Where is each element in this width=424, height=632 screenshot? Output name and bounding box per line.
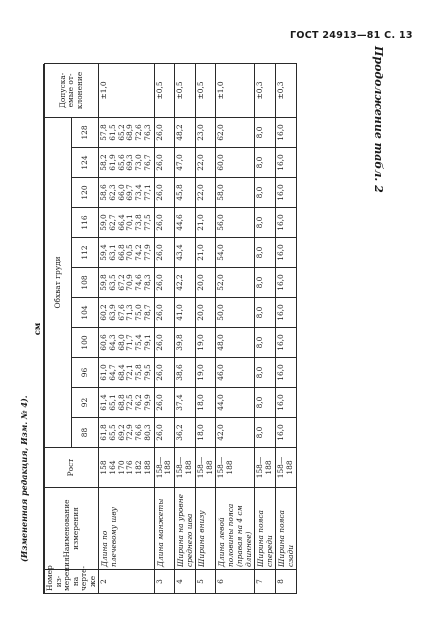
chest-value-text: 8,0 — [255, 246, 265, 259]
chest-value — [174, 298, 195, 328]
chest-value-text: 26,0 — [154, 334, 164, 351]
chest-value — [154, 418, 174, 448]
table-row — [255, 63, 276, 593]
chest-size-header: 96 — [72, 358, 99, 388]
chest-value-text: 19,0 — [195, 364, 205, 381]
chest-value-text: 20,0 — [195, 304, 205, 321]
chest-value-text: 54,0 — [216, 244, 226, 261]
chest-value-text: 16,0 — [276, 124, 286, 141]
chest-value-text: 26,0 — [154, 244, 164, 261]
chest-value-text: 16,0 — [276, 244, 286, 261]
chest-value-text: 21,0 — [195, 244, 205, 261]
chest-value — [195, 388, 215, 418]
chest-value-text: 20,0 — [195, 274, 205, 291]
chest-value — [99, 418, 154, 448]
chest-value-text: 26,0 — [154, 274, 164, 291]
chest-value-text: 58,0 — [216, 184, 226, 201]
tolerance-value — [255, 63, 276, 117]
chest-value-text: 26,0 — [154, 154, 164, 171]
measurements-table — [44, 63, 297, 594]
chest-value — [99, 268, 154, 298]
chest-size-header: 92 — [72, 388, 99, 418]
chest-value-text: 16,0 — [276, 364, 286, 381]
height-value-text: 158—188 — [154, 456, 173, 479]
measurement-number — [255, 570, 276, 594]
height-value — [99, 448, 154, 488]
chest-value — [174, 328, 195, 358]
chest-value-text: 26,0 — [154, 364, 164, 381]
chest-value-text: 16,0 — [276, 334, 286, 351]
measurement-number — [154, 570, 174, 594]
height-value-text: 158—188 — [276, 456, 295, 479]
chest-value — [195, 328, 215, 358]
measurement-number-text: 8 — [276, 579, 286, 584]
table-row — [99, 63, 154, 593]
chest-value-text: 44,0 — [216, 394, 226, 411]
chest-value — [99, 117, 154, 147]
chest-value — [255, 418, 276, 448]
measurement-number — [174, 570, 195, 594]
chest-value — [255, 298, 276, 328]
measurement-name: Ширина внизу — [195, 488, 215, 570]
chest-value-text: 36,2 — [174, 424, 184, 441]
chest-value-text: 52,0 — [216, 274, 226, 291]
chest-value — [276, 148, 297, 178]
height-value — [255, 448, 276, 488]
chest-value-text: 45,8 — [174, 184, 184, 201]
chest-value-text: 19,0 — [195, 334, 205, 351]
table-row — [174, 63, 195, 593]
tolerance-value — [276, 63, 297, 117]
chest-value — [174, 388, 195, 418]
measurement-number-text: 4 — [174, 579, 184, 584]
chest-value — [174, 418, 195, 448]
chest-value — [154, 238, 174, 268]
height-value — [195, 448, 215, 488]
height-value — [174, 448, 195, 488]
chest-value-text: 48,0 — [216, 334, 226, 351]
chest-value — [276, 208, 297, 238]
measurement-name: Ширина пояса спереди — [255, 488, 276, 570]
chest-value-text: 18,0 — [195, 394, 205, 411]
tolerance-value-text: ±0,5 — [154, 81, 164, 100]
chest-value — [195, 268, 215, 298]
chest-size-header: 104 — [72, 298, 99, 328]
chest-value — [216, 117, 255, 147]
measurement-number-text: 6 — [216, 579, 226, 584]
chest-value-text: 16,0 — [276, 154, 286, 171]
unit-label: см — [33, 64, 44, 594]
chest-value — [216, 208, 255, 238]
chest-value — [216, 148, 255, 178]
tolerance-value — [174, 63, 195, 117]
chest-value — [195, 148, 215, 178]
chest-value-text: 8,0 — [255, 306, 265, 319]
chest-value — [154, 388, 174, 418]
chest-value-text: 42,0 — [216, 424, 226, 441]
chest-value-text: 60,6 64,3 68,0 71,7 75,4 79,1 — [99, 334, 152, 351]
chest-value — [154, 148, 174, 178]
chest-value — [276, 117, 297, 147]
chest-value-text: 60,0 — [216, 154, 226, 171]
chest-value — [99, 178, 154, 208]
chest-value — [195, 208, 215, 238]
chest-value — [154, 268, 174, 298]
chest-value — [154, 328, 174, 358]
height-value-text: 158—188 — [216, 456, 235, 479]
tolerance-value — [195, 63, 215, 117]
chest-value-text: 8,0 — [255, 366, 265, 379]
chest-value — [216, 328, 255, 358]
chest-value-text: 22,0 — [195, 184, 205, 201]
col-header-chest: Обхват груди — [45, 117, 72, 447]
chest-value — [174, 238, 195, 268]
chest-value — [276, 388, 297, 418]
height-value — [154, 448, 174, 488]
chest-value-text: 21,0 — [195, 214, 205, 231]
chest-size-header: 112 — [72, 238, 99, 268]
chest-value — [276, 358, 297, 388]
chest-value-text: 8,0 — [255, 336, 265, 349]
chest-value — [276, 238, 297, 268]
measurement-number-text: 2 — [99, 579, 109, 584]
measurement-name: Ширина пояса сзади — [276, 488, 297, 570]
chest-value — [216, 298, 255, 328]
measurement-number — [216, 570, 255, 594]
chest-value-text: 50,0 — [216, 304, 226, 321]
chest-value-text: 60,2 63,9 67,6 71,3 75,0 78,7 — [99, 304, 152, 321]
chest-value — [255, 208, 276, 238]
chest-value-text: 38,6 — [174, 364, 184, 381]
chest-value-text: 42,2 — [174, 274, 184, 291]
chest-size-header: 124 — [72, 148, 99, 178]
chest-value-text: 26,0 — [154, 394, 164, 411]
chest-value-text: 16,0 — [276, 184, 286, 201]
chest-value-text: 26,0 — [154, 304, 164, 321]
tolerance-value-text: ±0,3 — [276, 81, 286, 100]
height-value-text: 158 164 170 176 182 188 — [99, 460, 152, 475]
chest-value-text: 56,0 — [216, 214, 226, 231]
tolerance-value-text: ±0,3 — [255, 81, 265, 100]
chest-value — [174, 117, 195, 147]
chest-value-text: 16,0 — [276, 394, 286, 411]
tolerance-value-text: ±1,0 — [216, 81, 226, 100]
chest-value — [255, 238, 276, 268]
chest-value-text: 59,4 63,1 66,8 70,5 74,2 77,9 — [99, 244, 152, 261]
chest-value — [195, 178, 215, 208]
chest-value — [154, 298, 174, 328]
chest-value-text: 43,4 — [174, 244, 184, 261]
chest-value-text: 46,0 — [216, 364, 226, 381]
chest-value-text: 59,8 63,5 67,2 70,9 74,6 78,3 — [99, 274, 152, 291]
chest-value — [216, 388, 255, 418]
measurement-number-text: 7 — [255, 579, 265, 584]
chest-value-text: 61,4 65,1 68,8 72,5 76,2 79,9 — [99, 394, 152, 411]
chest-value — [195, 358, 215, 388]
chest-value — [174, 148, 195, 178]
chest-value — [255, 388, 276, 418]
height-value-text: 158—188 — [195, 456, 214, 479]
chest-value-text: 61,0 64,7 68,4 72,1 75,8 79,5 — [99, 364, 152, 381]
table-row — [154, 63, 174, 593]
chest-value — [216, 418, 255, 448]
chest-value-text: 8,0 — [255, 156, 265, 169]
height-value-text: 158—188 — [174, 456, 193, 479]
chest-value-text: 18,0 — [195, 424, 205, 441]
table-row — [276, 63, 297, 593]
chest-value-text: 39,8 — [174, 334, 184, 351]
chest-value — [276, 328, 297, 358]
chest-value-text: 22,0 — [195, 154, 205, 171]
col-header-name: Наименование измерения — [45, 488, 99, 570]
chest-value-text: 47,0 — [174, 154, 184, 171]
chest-value-text: 41,0 — [174, 304, 184, 321]
chest-value-text: 58,2 61,9 65,6 69,3 73,0 76,7 — [99, 154, 152, 171]
chest-value-text: 57,8 61,5 65,2 68,9 72,6 76,3 — [99, 124, 152, 141]
chest-value-text: 26,0 — [154, 184, 164, 201]
table-continuation-label: Продолжение табл. 2 — [372, 46, 385, 193]
tolerance-value — [154, 63, 174, 117]
measurement-number — [195, 570, 215, 594]
chest-value — [195, 418, 215, 448]
chest-value — [276, 178, 297, 208]
col-header-tolerance: Допуска- емые от- клонение — [45, 63, 99, 117]
chest-value — [174, 208, 195, 238]
chest-value — [154, 208, 174, 238]
chest-value-text: 8,0 — [255, 186, 265, 199]
chest-value — [255, 178, 276, 208]
chest-value — [195, 117, 215, 147]
chest-value — [216, 358, 255, 388]
tolerance-value-text: ±1,0 — [99, 81, 109, 100]
chest-value-text: 44,6 — [174, 214, 184, 231]
chest-value — [276, 418, 297, 448]
chest-value — [154, 178, 174, 208]
chest-value-text: 16,0 — [276, 304, 286, 321]
chest-size-header: 116 — [72, 208, 99, 238]
height-value-text: 158—188 — [255, 456, 274, 479]
chest-size-header: 88 — [72, 418, 99, 448]
chest-value — [154, 117, 174, 147]
chest-value-text: 37,4 — [174, 394, 184, 411]
chest-value — [255, 148, 276, 178]
tolerance-value — [99, 63, 154, 117]
measurement-number-text: 3 — [154, 579, 164, 584]
measurement-name: Длина манжеты — [154, 488, 174, 570]
chest-value-text: 62,0 — [216, 124, 226, 141]
rotated-table-wrapper — [33, 64, 388, 594]
chest-value-text: 8,0 — [255, 276, 265, 289]
chest-size-header: 128 — [72, 117, 99, 147]
amendment-note: (Измененная редакция, Изм. № 4). — [19, 395, 29, 562]
chest-size-header: 108 — [72, 268, 99, 298]
chest-value-text: 26,0 — [154, 424, 164, 441]
chest-value — [99, 148, 154, 178]
col-header-height: Рост — [45, 448, 99, 488]
chest-value — [99, 328, 154, 358]
chest-value — [174, 268, 195, 298]
chest-value — [216, 238, 255, 268]
chest-value-text: 8,0 — [255, 426, 265, 439]
chest-value-text: 58,6 62,3 66,0 69,7 73,4 77,1 — [99, 184, 152, 201]
measurement-number — [99, 570, 154, 594]
table-body — [99, 63, 297, 593]
measurement-name: Длина по плечевому шву — [99, 488, 154, 570]
chest-size-header: 100 — [72, 328, 99, 358]
chest-value-text: 8,0 — [255, 216, 265, 229]
chest-value — [195, 238, 215, 268]
chest-value — [195, 298, 215, 328]
chest-value — [174, 178, 195, 208]
chest-value — [276, 268, 297, 298]
chest-value-text: 16,0 — [276, 424, 286, 441]
tolerance-value-text: ±0,5 — [174, 81, 184, 100]
chest-value-text: 59,0 62,7 66,4 70,1 73,8 77,5 — [99, 214, 152, 231]
chest-value-text: 16,0 — [276, 274, 286, 291]
chest-value — [99, 208, 154, 238]
chest-value-text: 16,0 — [276, 214, 286, 231]
height-value — [216, 448, 255, 488]
chest-value-text: 26,0 — [154, 214, 164, 231]
tolerance-value-text: ±0,5 — [195, 81, 205, 100]
chest-size-header: 120 — [72, 178, 99, 208]
chest-value-text: 61,8 65,5 69,2 72,9 76,6 80,3 — [99, 424, 152, 441]
tolerance-value — [216, 63, 255, 117]
measurement-number-text: 5 — [195, 579, 205, 584]
page-header: ГОСТ 24913—81 С. 13 — [290, 30, 413, 41]
chest-value — [154, 358, 174, 388]
chest-value — [174, 358, 195, 388]
chest-value — [99, 388, 154, 418]
chest-value-text: 26,0 — [154, 124, 164, 141]
height-value — [276, 448, 297, 488]
chest-value — [99, 238, 154, 268]
chest-value — [255, 358, 276, 388]
table-row — [216, 63, 255, 593]
chest-value — [216, 178, 255, 208]
chest-value-text: 23,0 — [195, 124, 205, 141]
chest-value-text: 8,0 — [255, 126, 265, 139]
chest-value — [99, 358, 154, 388]
measurement-number — [276, 570, 297, 594]
chest-value — [276, 298, 297, 328]
measurement-name: Длина левой половины пояса (правая на 4 см длиннее) — [216, 488, 255, 570]
table-row — [195, 63, 215, 593]
measurement-name: Ширина на уровне среднего шва — [174, 488, 195, 570]
chest-value-text: 48,2 — [174, 124, 184, 141]
chest-value — [99, 298, 154, 328]
chest-value — [216, 268, 255, 298]
chest-value — [255, 268, 276, 298]
chest-value — [255, 328, 276, 358]
chest-value — [255, 117, 276, 147]
col-header-number: Номер из- мерения на черте- же — [45, 570, 99, 594]
chest-value-text: 8,0 — [255, 396, 265, 409]
